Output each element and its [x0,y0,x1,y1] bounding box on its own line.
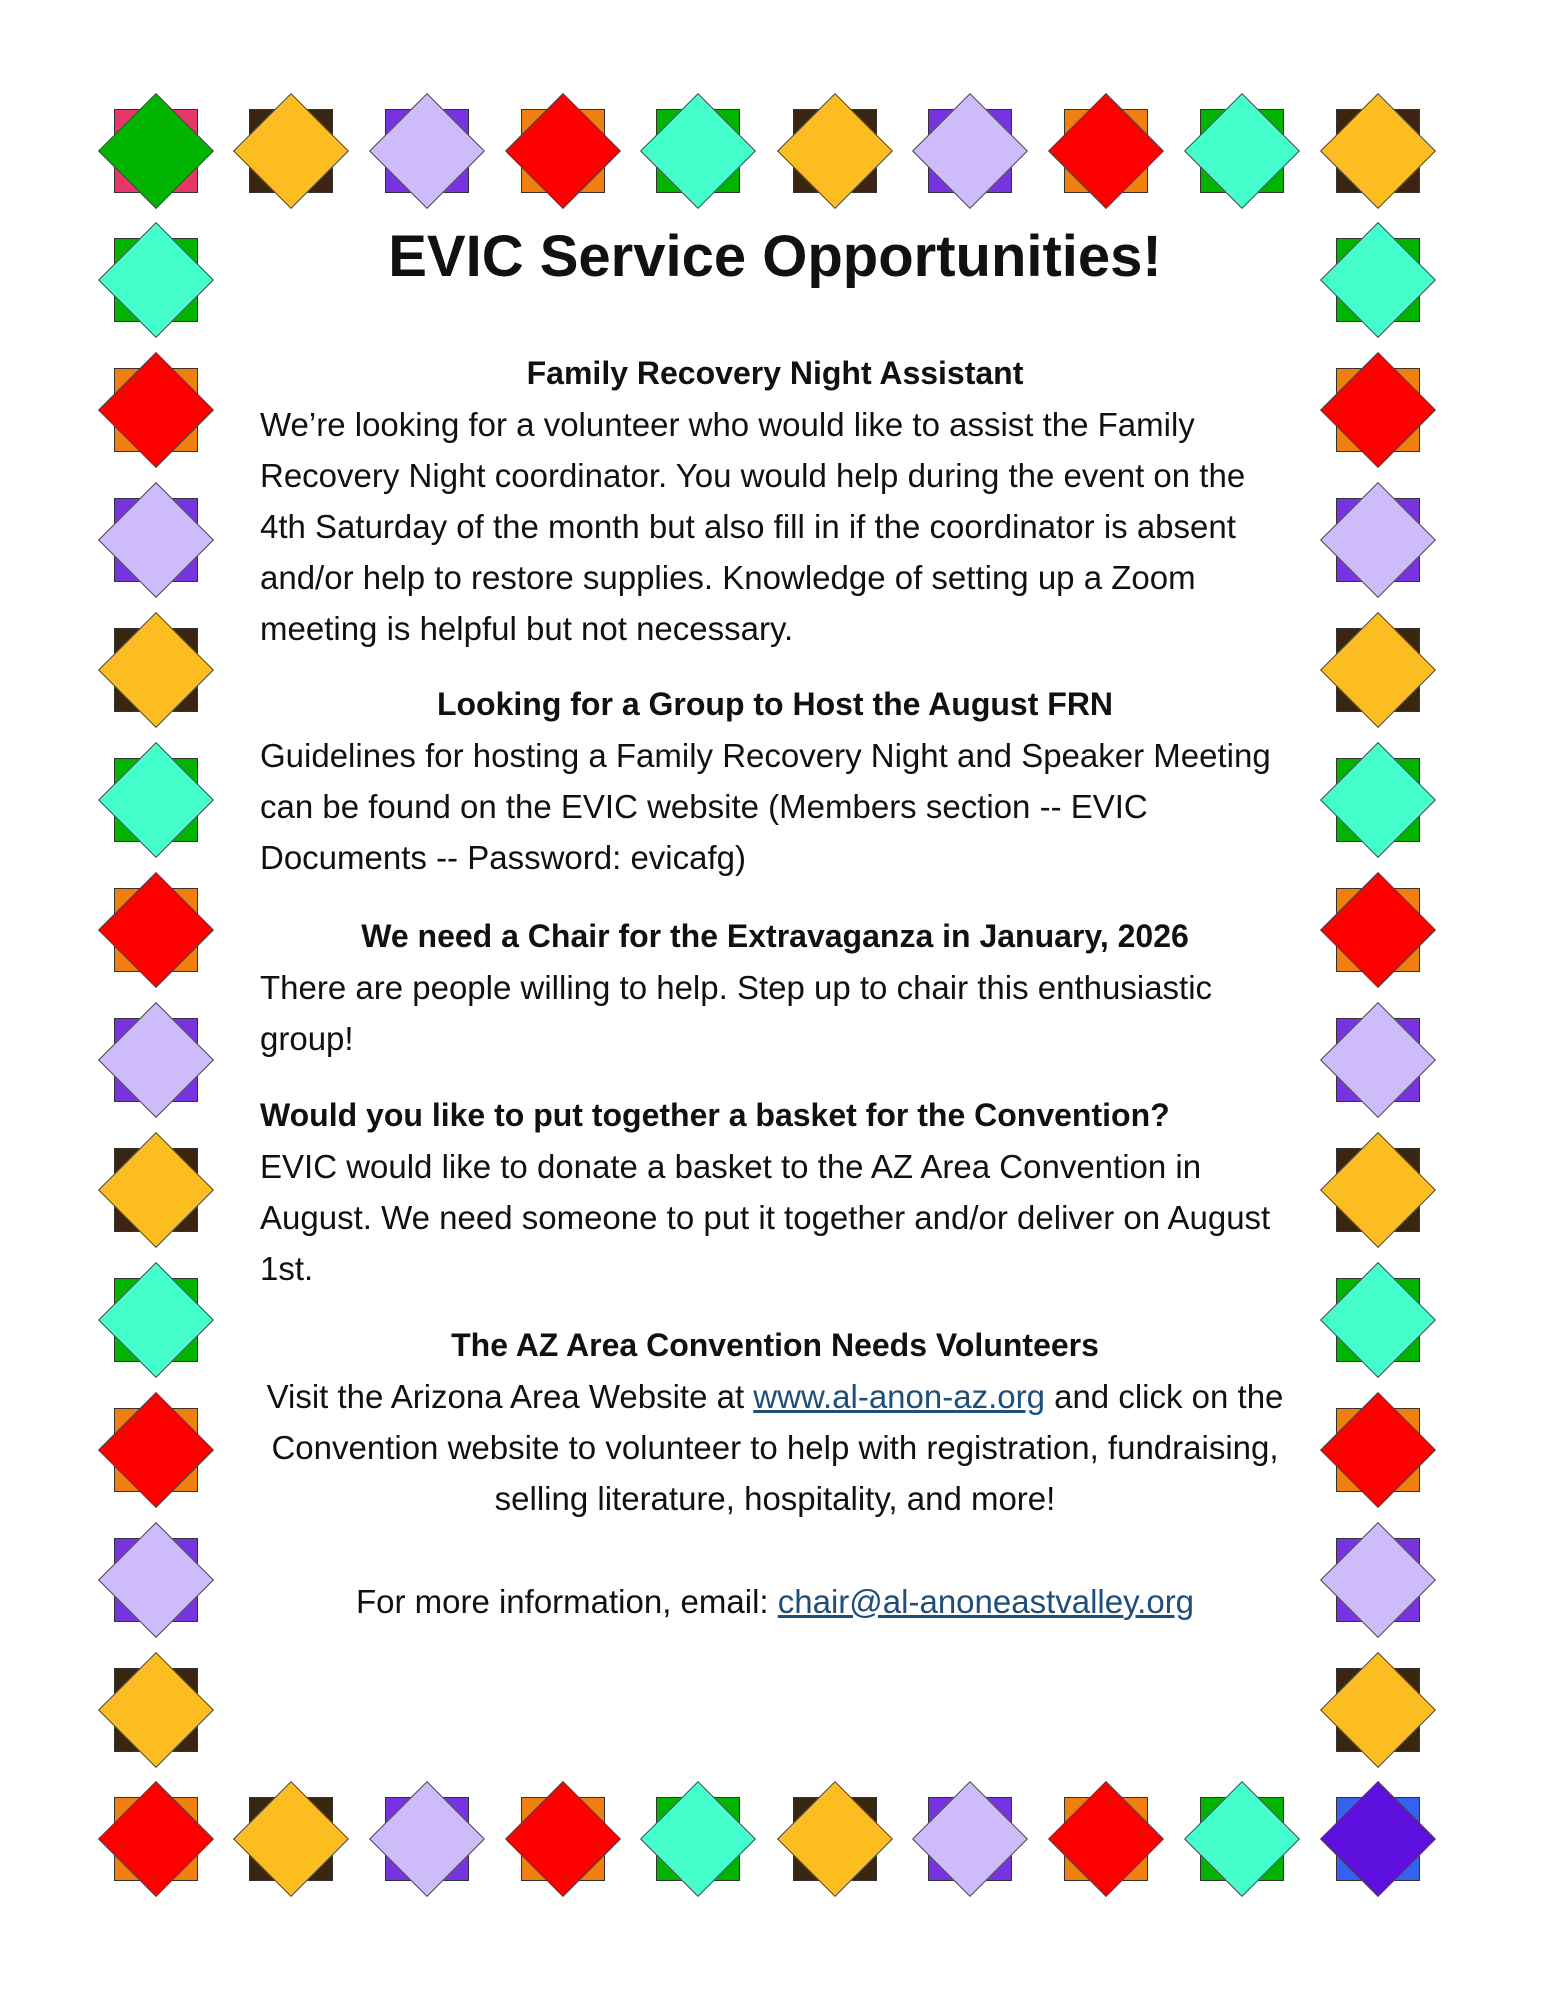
border-tile-right [1318,740,1438,860]
border-tile-right [1318,1520,1438,1640]
section-heading: The AZ Area Convention Needs Volunteers [451,1326,1099,1363]
border-tile-top [910,91,1030,211]
border-tile-right [1318,870,1438,990]
border-tile-left [96,1130,216,1250]
body-text: Visit the Arizona Area Website at [266,1377,754,1415]
section-extravaganza-chair [260,911,1290,1064]
border-tile-right [1318,1130,1438,1250]
border-tile-top [1318,91,1438,211]
border-tile-top [1046,91,1166,211]
border-tile-bottom [638,1779,758,1899]
border-tile-top [96,91,216,211]
section-body: Guidelines for hosting a Family Recovery Night and Speaker Meeting can be found on the EVIC website (Members section -- EVIC Documents -- Password: evicafg) [260,736,1271,876]
border-tile-top [503,91,623,211]
page-title: EVIC Service Opportunities! [388,224,1162,289]
border-tile-top [775,91,895,211]
border-tile-bottom [231,1779,351,1899]
border-tile-right [1318,1390,1438,1510]
border-tile-right [1318,610,1438,730]
section-heading: We need a Chair for the Extravaganza in January, 2026 [361,917,1189,954]
border-tile-right [1318,1000,1438,1120]
border-tile-left [96,610,216,730]
border-tile-right [1318,350,1438,470]
border-tile-left [96,1260,216,1380]
section-body: EVIC would like to donate a basket to the AZ Area Convention in August. We need someone to put it together and/or deliver on August 1st. [260,1147,1271,1287]
contact-line [260,1576,1290,1627]
border-tile-bottom [1182,1779,1302,1899]
section-az-convention-volunteers [260,1320,1290,1524]
section-host-august-frn [260,679,1290,883]
border-tile-right [1318,220,1438,340]
section-heading: Looking for a Group to Host the August FRN [436,685,1114,722]
contact-label: For more information, email: [355,1582,778,1620]
border-tile-right [1318,480,1438,600]
border-tile-left [96,1390,216,1510]
border-tile-left [96,1650,216,1770]
border-tile-bottom [1046,1779,1166,1899]
border-tile-left [96,350,216,470]
border-tile-bottom [1318,1779,1438,1899]
section-heading: Would you like to put together a basket for the Convention? [260,1096,1170,1133]
az-area-website-link[interactable]: www.al-anon-az.org [753,1377,1045,1415]
border-tile-bottom [367,1779,487,1899]
border-tile-left [96,1520,216,1640]
border-tile-left [96,870,216,990]
border-tile-top [638,91,758,211]
section-body: We’re looking for a volunteer who would like to assist the Family Recovery Night coordinator. You would help during the event on the 4th Saturday of the month but also fill in if the coordinator is absent and/or help to restore supplies. Knowledge of setting up a Zoom meeting is helpful but not necessary. [260,405,1246,647]
section-heading: Family Recovery Night Assistant [526,354,1024,391]
section-body: There are people willing to help. Step up to chair this enthusiastic group! [260,968,1213,1057]
body-text: and click on the Convention website to volunteer to help with registration, fundraising, selling literature, hospitality, and more! [271,1377,1284,1517]
border-tile-top [231,91,351,211]
border-tile-bottom [96,1779,216,1899]
flyer-content [260,222,1290,1627]
section-frn-assistant [260,348,1290,654]
section-body [260,1371,1290,1524]
border-tile-bottom [910,1779,1030,1899]
border-tile-top [367,91,487,211]
border-tile-left [96,480,216,600]
contact-email-link[interactable]: chair@al-anoneastvalley.org [777,1582,1195,1620]
border-tile-left [96,740,216,860]
border-tile-left [96,220,216,340]
border-tile-right [1318,1260,1438,1380]
section-convention-basket [260,1090,1290,1294]
border-tile-left [96,1000,216,1120]
border-tile-bottom [775,1779,895,1899]
border-tile-right [1318,1650,1438,1770]
border-tile-top [1182,91,1302,211]
border-tile-bottom [503,1779,623,1899]
